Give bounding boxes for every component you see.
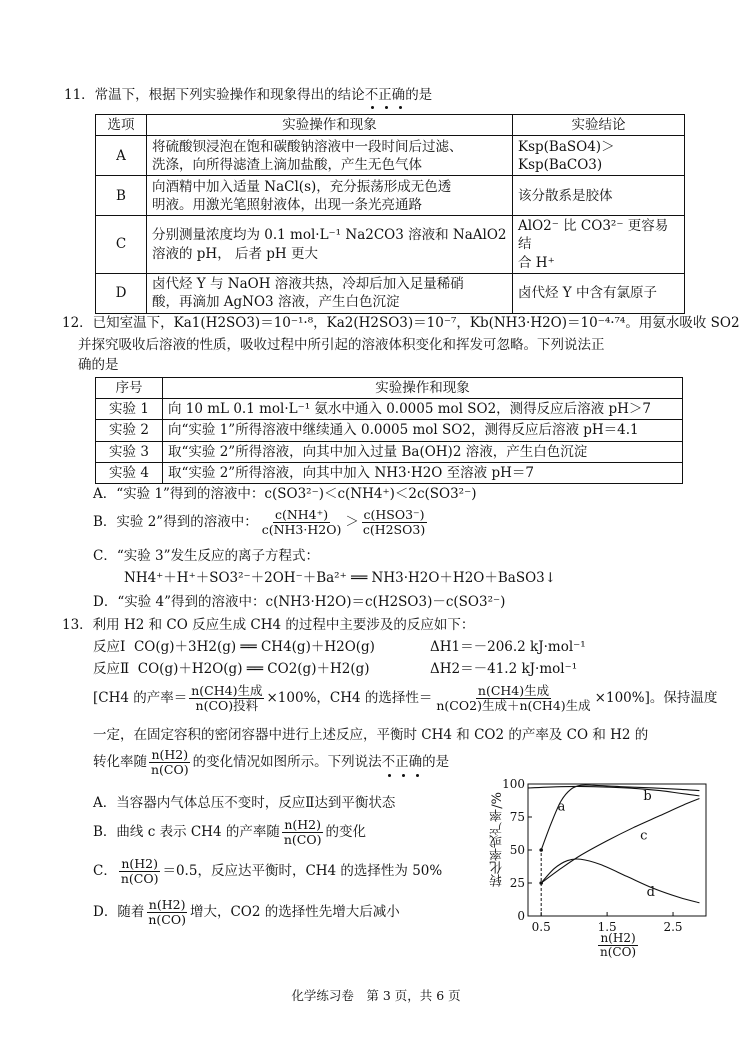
chart-series-label-a: a [557,799,566,815]
q13-stem-line-2: 一定，在固定容积的密闭容器中进行上述反应，平衡时 CH4 和 CO2 的产率及 CO 和 H2 的 [93,727,649,743]
chart-y-tick-label: 100 [502,777,525,791]
chart-series-label-b: b [643,788,652,804]
table-row: 实验 2 向“实验 1”所得溶液中继续通入 0.0005 mol SO2，测得反应后溶液 pH＝4.1 [96,420,683,441]
q13-option-d: D．随着 $\frac{n(H2)}{n(CO)}$ 增大，CO2 的选择性先增大后减小 [93,897,400,927]
q13-reaction-1: 反应Ⅰ CO(g)＋3H2(g) ══ CH4(g)＋H2O(g) [93,639,375,655]
q12-stem-3: 确的是 [78,357,119,373]
q12-stem-2: 并探究吸收后溶液的性质，吸收过程中所引起的溶液体积变化和挥发可忽略。下列说法正 [78,337,605,353]
table-row: 实验 1 向 10 mL 0.1 mol·L⁻¹ 氨水中通入 0.0005 mol SO2，测得反应后溶液 pH＞7 [96,399,683,420]
q13-reaction-1-enthalpy: ΔH1＝－206.2 kJ·mol⁻¹ [430,639,586,655]
chart-x-axis-label: $\frac{n(H2)}{n(CO)}$ [600,931,637,960]
chart-y-axis-label: 转化率或产率/% [490,792,505,887]
q12-option-c-equation: NH4⁺＋H⁺＋SO3²⁻＋2OH⁻＋Ba²⁺ ══ NH3·H2O＋H2O＋BaSO3↓ [124,570,557,586]
chart-x-tick-label: 1.5 [597,920,617,934]
q13-reaction-2-enthalpy: ΔH2＝－41.2 kJ·mol⁻¹ [430,661,578,677]
chart-point [539,881,543,885]
q12-option-b: B．实验 2”得到的溶液中： $\frac{c(NH4^+)}{c(NH3\cdot H2O)}$ ＞ $\frac{\text{c(HSO3⁻)}}{c(H2SO3)}$ [93,507,426,537]
table-row: 实验 4 取“实验 2”所得溶液，向其中加入 NH3·H2O 至溶液 pH＝7 [96,462,683,483]
q13-emphasis: 不正确 [382,753,423,771]
chart-x-tick-label: 0.5 [531,920,551,934]
chart-y-tick-label: 75 [509,810,525,824]
q13-definition: [CH4 的产率＝ $\frac{\text{n(CH4)生成}}{\text{n(CO)投料}}$ ×100%，CH4 的选择性＝ $\frac{\text{n(CH4)生成}}{\text{n(CO2)生成＋n(CH4)生成}}$ ×100%]。保持温度 [93,683,718,713]
chart-series-label-c: c [640,828,648,844]
chart-series-label-d: d [646,885,655,901]
page-footer: 化学练习卷 第 3 页，共 6 页 [291,988,461,1003]
chart-y-tick-label: 50 [509,843,525,857]
q11-emphasis: 不正确 [365,87,406,103]
q11-table [95,114,685,314]
chart-series-a [541,785,699,850]
q13-option-c: C． $\frac{n(H2)}{n(CO)}$ ＝0.5，反应达平衡时，CH4 的选择性为 50% [93,856,443,886]
q13-option-a: A．当容器内气体总压不变时，反应Ⅱ达到平衡状态 [93,795,396,811]
table-row: D 卤代烃 Y 与 NaOH 溶液共热，冷却后加入足量稀硝 酸，再滴加 AgNO3 溶液，产生白色沉淀 卤代烃 Y 中含有氯原子 [96,273,685,313]
q12-option-d: D．“实验 4”得到的溶液中：c(NH3·H2O)＝c(H2SO3)－c(SO3²⁻) [93,594,506,610]
chart-point [539,848,543,852]
chart-frame [528,784,706,916]
q11-stem: 11．常温下，根据下列实验操作和现象得出的结论不正确 的是 [64,86,432,104]
table-row: B 向酒精中加入适量 NaCl(s)，充分振荡形成无色透 明液。用激光笔照射液体，出现一条光亮通路 该分散系是胶体 [96,176,685,216]
q13-ratio-fraction: $\frac{n(H2)}{n(CO)}$ [151,747,189,777]
q12-table [95,377,683,484]
q12-option-b-fraction-2: $\frac{\text{c(HSO3⁻)}}{c(H2SO3)}$ [362,507,426,537]
q13-reaction-2: 反应Ⅱ CO(g)＋H2O(g) ══ CO2(g)＋H2(g) [93,661,370,677]
q11-table-header: 选项 实验操作和现象 实验结论 [96,115,685,136]
table-row: C 分别测量浓度均为 0.1 mol·L⁻¹ Na2CO3 溶液和 NaAlO2 溶液的 pH， 后者 pH 更大 AlO2⁻ 比 CO3²⁻ 更容易结 合 H⁺ [96,216,685,274]
q13-stem: 13．利用 H2 和 CO 反应生成 CH4 的过程中主要涉及的反应如下： [62,617,475,633]
q12-option-a: A．“实验 1”得到的溶液中：c(SO3²⁻)＜c(NH4⁺)＜2c(SO3²⁻) [93,486,477,502]
q13-yield-fraction: $\frac{\text{n(CH4)生成}}{\text{n(CO)投料}}$ [191,683,263,713]
q13-selectivity-fraction: $\frac{\text{n(CH4)生成}}{\text{n(CO2)生成＋n(CH4)生成}}$ [436,683,591,713]
chart-x-tick-label: 2.5 [663,920,683,934]
q12-option-b-fraction-1: $\frac{c(NH4^+)}{c(NH3\cdot H2O)}$ [261,507,342,537]
q12-option-c: C．“实验 3”发生反应的离子方程式： [93,548,320,564]
q13-stem-line-3: 转化率随 $\frac{n(H2)}{n(CO)}$ 的变化情况如图所示。下列说法 不正确 的是 [93,747,450,777]
chart-y-tick-label: 0 [517,909,525,923]
q13-option-b: B．曲线 c 表示 CH4 的产率随 $\frac{n(H2)}{n(CO)}$ 的变化 [93,817,366,847]
q12-table-header: 序号 实验操作和现象 [96,378,683,399]
q12-stem-1: 12．已知室温下，Ka1(H2SO3)＝10⁻¹·⁸，Ka2(H2SO3)＝10⁻⁷，Kb(NH3·H2O)＝10⁻⁴·⁷⁴。用氨水吸收 SO2 [62,315,740,331]
chart-series-b [528,786,699,795]
table-row: A 将硫酸钡浸泡在饱和碳酸钠溶液中一段时间后过滤、 洗涤，向所得滤渣上滴加盐酸，产生无色气体 Ksp(BaSO4)＞Ksp(BaCO3) [96,136,685,176]
chart-y-tick-label: 25 [509,876,525,890]
table-row: 实验 3 取“实验 2”所得溶液，向其中加入过量 Ba(OH)2 溶液，产生白色沉淀 [96,441,683,462]
